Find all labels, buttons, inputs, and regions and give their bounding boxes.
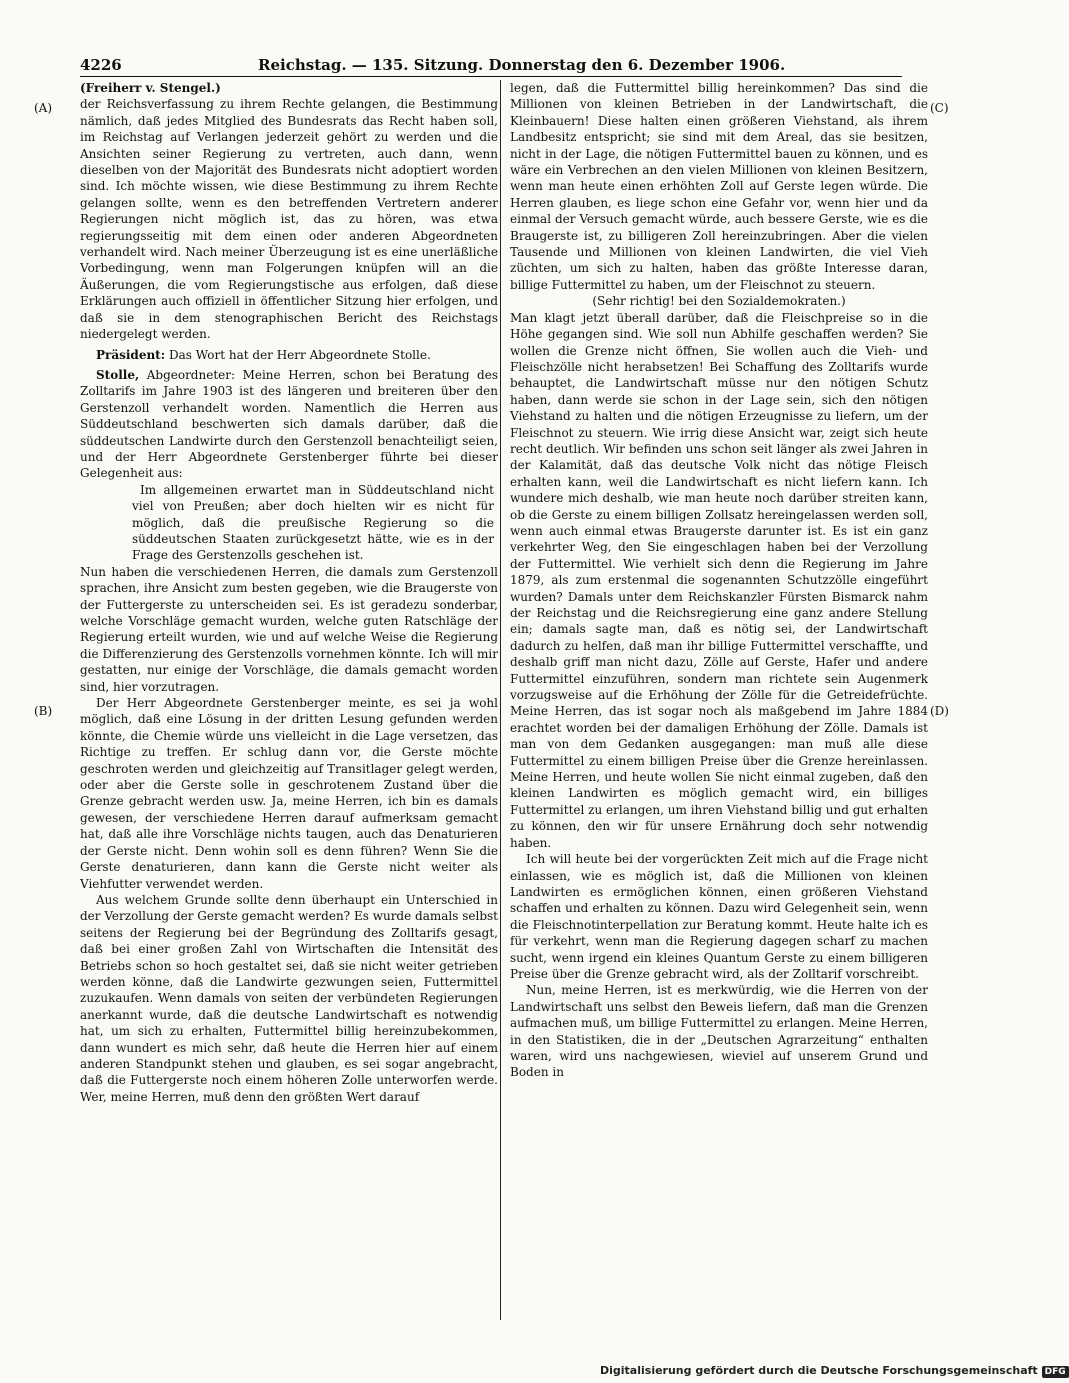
header-rule: [80, 76, 902, 77]
paragraph: Aus welchem Grunde sollte denn überhaupt ein Unterschied in der Verzollung der Gerste gemacht werden? Es wurde damals selbst seitens der Regierung bei der Begründung des Zolltarifs gesagt, daß bei einer großen Zahl von Wirtschaften die Intensität des Betriebs schon so hoch gestaltet sei, daß sie nicht weiter getrieben werden könne, daß die Landwirte gezwungen seien, Futtermittel zuzukaufen. Wenn damals von seiten der verbündeten Regierungen anerkannt wurde, daß die deutsche Landwirtschaft es notwendig hat, um sich zu erhalten, Futtermittel billig hereinzubekommen, dann wundert es mich sehr, daß heute die Herren hier auf einem anderen Standpunkt stehen und glauben, es sei sogar angebracht, daß die Futtergerste noch einem höheren Zolle unterworfen werde. Wer, meine Herren, muß denn den größten Wert darauf: [80, 892, 498, 1104]
applause-note: (Sehr richtig! bei den Sozialdemokraten.): [592, 294, 846, 309]
margin-marker-d: (D): [930, 704, 949, 718]
margin-marker-c: (C): [930, 101, 949, 115]
speaker-tag: (Freiherr v. Stengel.): [80, 81, 221, 95]
paragraph: der Reichsverfassung zu ihrem Rechte gelangen, die Bestimmung nämlich, daß jedes Mitglied des Bundesrats das Recht haben soll, im Reichstag auf Verlangen jederzeit gehört zu werden und die Ansichten seiner Regierung zu vertreten, auch dann, wenn dieselben von der Majorität des Bundesrats nicht adoptiert worden sind. Ich möchte wissen, wie diese Bestimmung zu ihrem Rechte gelangen sollte, wenn es den betreffenden Vertretern anderer Regierungen nicht möglich ist, das zu hören, was etwa regierungsseitig mit dem einen oder anderen Abgeordneten verhandelt wird. Nach meiner Überzeugung ist es eine unerläßliche Vorbedingung, wenn man Folgerungen knüpfen will an die Äußerungen, die vom Regierungstische aus erfolgen, daß diese Erklärungen auch offiziell in öffentlicher Sitzung hier erfolgen, und daß sie in dem stenographischen Bericht des Reichstags niedergelegt werden.: [80, 97, 498, 342]
digitization-credit: [600, 1364, 1069, 1378]
paragraph: legen, daß die Futtermittel billig hereinkommen? Das sind die Millionen von kleinen Betrieben in der Landwirtschaft, die Kleinbauern! Diese halten einen größeren Viehstand, als ihrem Landbesitz entspricht; sie sind mit dem Areal, das sie besitzen, nicht in der Lage, die nötigen Futtermittel bauen zu können, und es wäre ein Verbrechen an den vielen Millionen von kleinen Besitzern, wenn man heute einen erhöhten Zoll auf Gerste legen würde. Die Herren glauben, es liege schon eine Gefahr vor, wenn hier und da einmal der Versuch gemacht würde, auch bessere Gerste, wie es die Braugerste ist, zu billigeren Zoll hereinzubringen. Aber die vielen Tausende und Millionen von kleinen Landwirten, die viel Vieh züchten, um sich zu halten, haben das größte Interesse daran, billige Futtermittel zu haben, um der Fleischnot zu steuern.: [510, 81, 928, 292]
dfg-logo: DFG: [1042, 1366, 1069, 1378]
speech-text: Abgeordneter: Meine Herren, schon bei Beratung des Zolltarifs im Jahre 1903 ist des längeren und breiteren über den Gerstenzoll verhandelt worden. Namentlich die Herren aus Süddeutschland beschwerten sich damals darüber, daß die süddeutschen Landwirte durch den Gerstenzoll benachteiligt seien, und der Herr Abgeordnete Gerstenberger führte bei dieser Gelegenheit aus:: [80, 367, 498, 481]
speaker-label: Stolle,: [96, 367, 140, 382]
speaker-label: Präsident:: [96, 347, 166, 362]
right-column: [510, 80, 928, 1325]
margin-marker-a: (A): [34, 101, 53, 115]
paragraph: Man klagt jetzt überall darüber, daß die Fleischpreise so in die Höhe gegangen sind. Wie soll nun Abhilfe geschaffen werden? Sie wollen die Grenze nicht öffnen, Sie wollen auch die Vieh- und Fleischzölle nicht herabsetzen! Bei Schaffung des Zolltarifs wurde behauptet, die Landwirtschaft müsse nur den nötigen Schutz haben, dann werde sie schon in der Lage sein, sich den nötigen Viehstand zu halten und die nötigen Erzeugnisse zu liefern, um der Fleischnot zu steuern. Wie irrig diese Ansicht war, zeigt sich heute recht deutlich. Wir befinden uns schon seit länger als zwei Jahren in der Kalamität, daß das deutsche Volk nicht das nötige Fleisch erhalten kann, weil die Landwirtschaft es nicht liefern kann. Ich wundere mich deshalb, wie man heute noch darüber streiten kann, ob die Gerste zu einem billigen Zollsatz hereingelassen werden soll, wenn auch einmal etwas Braugerste darunter ist. Es ist ein ganz verkehrter Weg, den Sie eingeschlagen haben bei der Verzollung der Futtermittel. Wie verhielt sich denn die Regierung im Jahre 1879, als zum erstenmal die sogenannten Schutzzölle eingeführt wurden? Damals unter dem Reichskanzler Fürsten Bismarck nahm der Reichstag und die Reichsregierung eine ganz andere Stellung ein; damals sagte man, daß es nötig sei, der Landwirtschaft dadurch zu helfen, daß man ihr billige Futtermittel verschaffte, und deshalb griff man nicht dazu, Zölle auf Gerste, Hafer und andere Futtermittel einzuführen, sondern man richtete sein Augenmerk vorzugsweise auf die Erhöhung der Zölle für die Getreidefrüchte. Meine Herren, das ist sogar noch als maßgebend im Jahre 1884 erachtet worden bei der damaligen Erhöhung der Zölle. Damals ist man von dem Gedanken ausgegangen: man muß alle diese Futtermittel zu einem billigen Preise über die Grenze hereinlassen. Meine Herren, und heute wollen Sie nicht einmal zugeben, daß den kleinen Landwirten es möglich gemacht wird, ein billiges Futtermittel zu erlangen, um ihren Viehstand billig und gut erhalten zu können, den wir für unsere Ernährung doch sehr notwendig haben.: [510, 310, 928, 850]
page-header: [80, 56, 902, 76]
president-paragraph: [80, 347, 498, 363]
stolle-paragraph: [80, 367, 498, 482]
paragraph: Der Herr Abgeordnete Gerstenberger meinte, es sei ja wohl möglich, daß eine Lösung in der dritten Lesung gefunden werden könnte, die Chemie würde uns vielleicht in die Lage versetzen, das Richtige zu treffen. Er schlug dann vor, die Gerste möchte geschroten werden und gleichzeitig auf Transitlager gelegt werden, oder aber die Gerste solle in geschrotenem Zustand über die Grenze gebracht werden usw. Ja, meine Herren, ich bin es damals gewesen, der verschiedene Herren darauf aufmerksam gemacht hat, daß alle ihre Vorschläge nichts taugen, auch das Denaturieren der Gerste nicht. Denn wohin soll es denn führen? Wenn Sie die Gerste denaturieren, dann kann die Gerste nicht weiter als Viehfutter verwendet werden.: [80, 696, 498, 891]
page-number: 4226: [80, 56, 122, 74]
credit-text: Digitalisierung gefördert durch die Deutsche Forschungsgemeinschaft: [600, 1364, 1038, 1377]
speech-text: Das Wort hat der Herr Abgeordnete Stolle.: [169, 347, 431, 362]
margin-marker-b: (B): [34, 704, 53, 718]
paragraph: Nun, meine Herren, ist es merkwürdig, wie die Herren von der Landwirtschaft uns selbst den Beweis liefern, daß man die Grenzen aufmachen muß, um billige Futtermittel zu erlangen. Meine Herren, in den Statistiken, die in der „Deutschen Agrarzeitung“ enthalten waren, wird uns nachgewiesen, wieviel auf unserem Grund und Boden in: [510, 983, 928, 1080]
left-column: [80, 80, 498, 1325]
running-head: Reichstag. — 135. Sitzung. Donnerstag den 6. Dezember 1906.: [258, 56, 786, 74]
block-quote: Im allgemeinen erwartet man in Süddeutschland nicht viel von Preußen; aber doch hielten wir es nicht für möglich, daß die preußische Regierung so die süddeutschen Staaten zurückgesetzt hätte, wie es in der Frage des Gerstenzolls geschehen ist.: [132, 482, 494, 563]
paragraph: Nun haben die verschiedenen Herren, die damals zum Gerstenzoll sprachen, ihre Ansicht zum besten gegeben, wie die Braugerste von der Futtergerste zu unterscheiden sei. Es ist geradezu sonderbar, welche Vorschläge gemacht wurden, welche guten Ratschläge der Regierung erteilt wurden, wie und auf welche Weise die Regierung die Differenzierung des Gerstenzolls vornehmen könnte. Ich will mir gestatten, nur einige der Vorschläge, die damals gemacht worden sind, hier vorzutragen.: [80, 564, 498, 694]
column-rule: [500, 80, 501, 1320]
paragraph: Ich will heute bei der vorgerückten Zeit mich auf die Frage nicht einlassen, wie es möglich ist, daß die Millionen von kleinen Landwirten es ermöglichen können, einen größeren Viehstand schaffen und erhalten zu können. Dazu wird Gelegenheit sein, wenn die Fleischnotinterpellation zur Beratung kommt. Heute halte ich es für verkehrt, wenn man die Regierung dagegen scharf zu machen sucht, wenn irgend ein kleines Quantum Gerste zu einem billigeren Preise über die Grenze gebracht wird, als der Zolltarif vorschreibt.: [510, 852, 928, 981]
